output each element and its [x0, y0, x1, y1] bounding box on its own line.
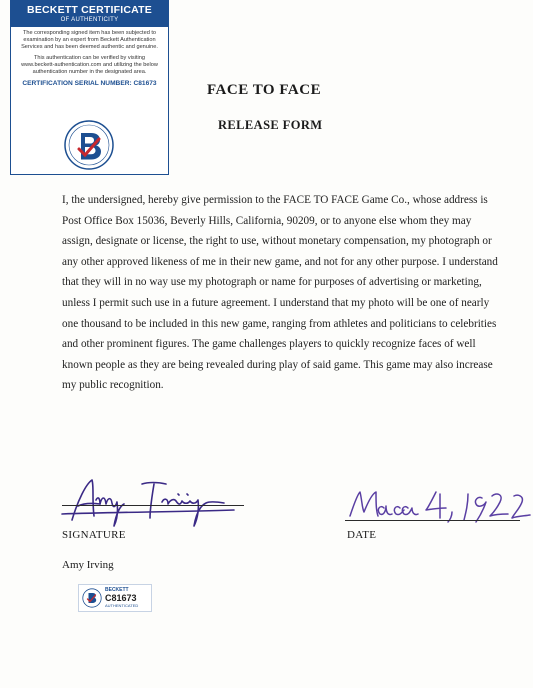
handwritten-date: [342, 480, 532, 530]
beckett-small-sticker: [78, 584, 152, 612]
beckett-small-logo-icon: [82, 588, 102, 608]
small-sticker-brand: BECKETT: [105, 587, 129, 593]
signer-name: Amy Irving: [62, 559, 114, 571]
signature-label: SIGNATURE: [62, 529, 126, 541]
certificate-text: [11, 27, 168, 76]
certificate-header: [11, 1, 168, 27]
release-paragraph: I, the undersigned, hereby give permission to the FACE TO FACE Game Co., whose address is Post Office Box 15036, Beverly Hills, California, 90209, or to anyone else whom they may assign, designate or license, the right to use, without monetary compensation, my photograph or any other approved likeness of me in their new game, and not for any other purpose. I understand that they will in no way use my photograph or name for purposes of advertising or marketing, unless I permit such use in a future agreement. I understand that my photo will be one of nearly one thousand to be included in this new game, ranging from athletes and politicians to celebrities and other prominent figures. The game challenges players to quickly recognize faces of well known people as they are being revealed during play of said game. This game may also increase my public recognition.: [62, 194, 498, 392]
date-line: [345, 520, 520, 521]
certificate-title: BECKETT CERTIFICATE: [27, 4, 152, 16]
certificate-serial-number: CERTIFICATION SERIAL NUMBER: C81673: [22, 80, 157, 87]
document-subtitle: RELEASE FORM: [218, 118, 323, 132]
date-label: DATE: [347, 529, 377, 541]
certificate-paragraph-1: The corresponding signed item has been subjected to examination by an expert from Beckett Authentication Services and has been deemed authentic and genuine.: [21, 30, 158, 50]
small-sticker-text: [105, 587, 138, 608]
small-sticker-sub: AUTHENTICATED: [105, 603, 139, 608]
beckett-logo-icon: [63, 119, 115, 171]
release-body-text: [62, 190, 502, 396]
certificate-paragraph-2: This authentication can be verified by visiting www.beckett-authentication.com and utilizing the below authentication number in the designated area.: [21, 55, 158, 75]
handwritten-signature: [58, 470, 248, 530]
document-title: FACE TO FACE: [207, 82, 322, 98]
beckett-certificate-sticker: [10, 0, 169, 175]
signature-line: [62, 505, 244, 506]
certificate-subtitle: OF AUTHENTICITY: [60, 17, 119, 23]
small-sticker-serial: C81673: [105, 593, 137, 603]
